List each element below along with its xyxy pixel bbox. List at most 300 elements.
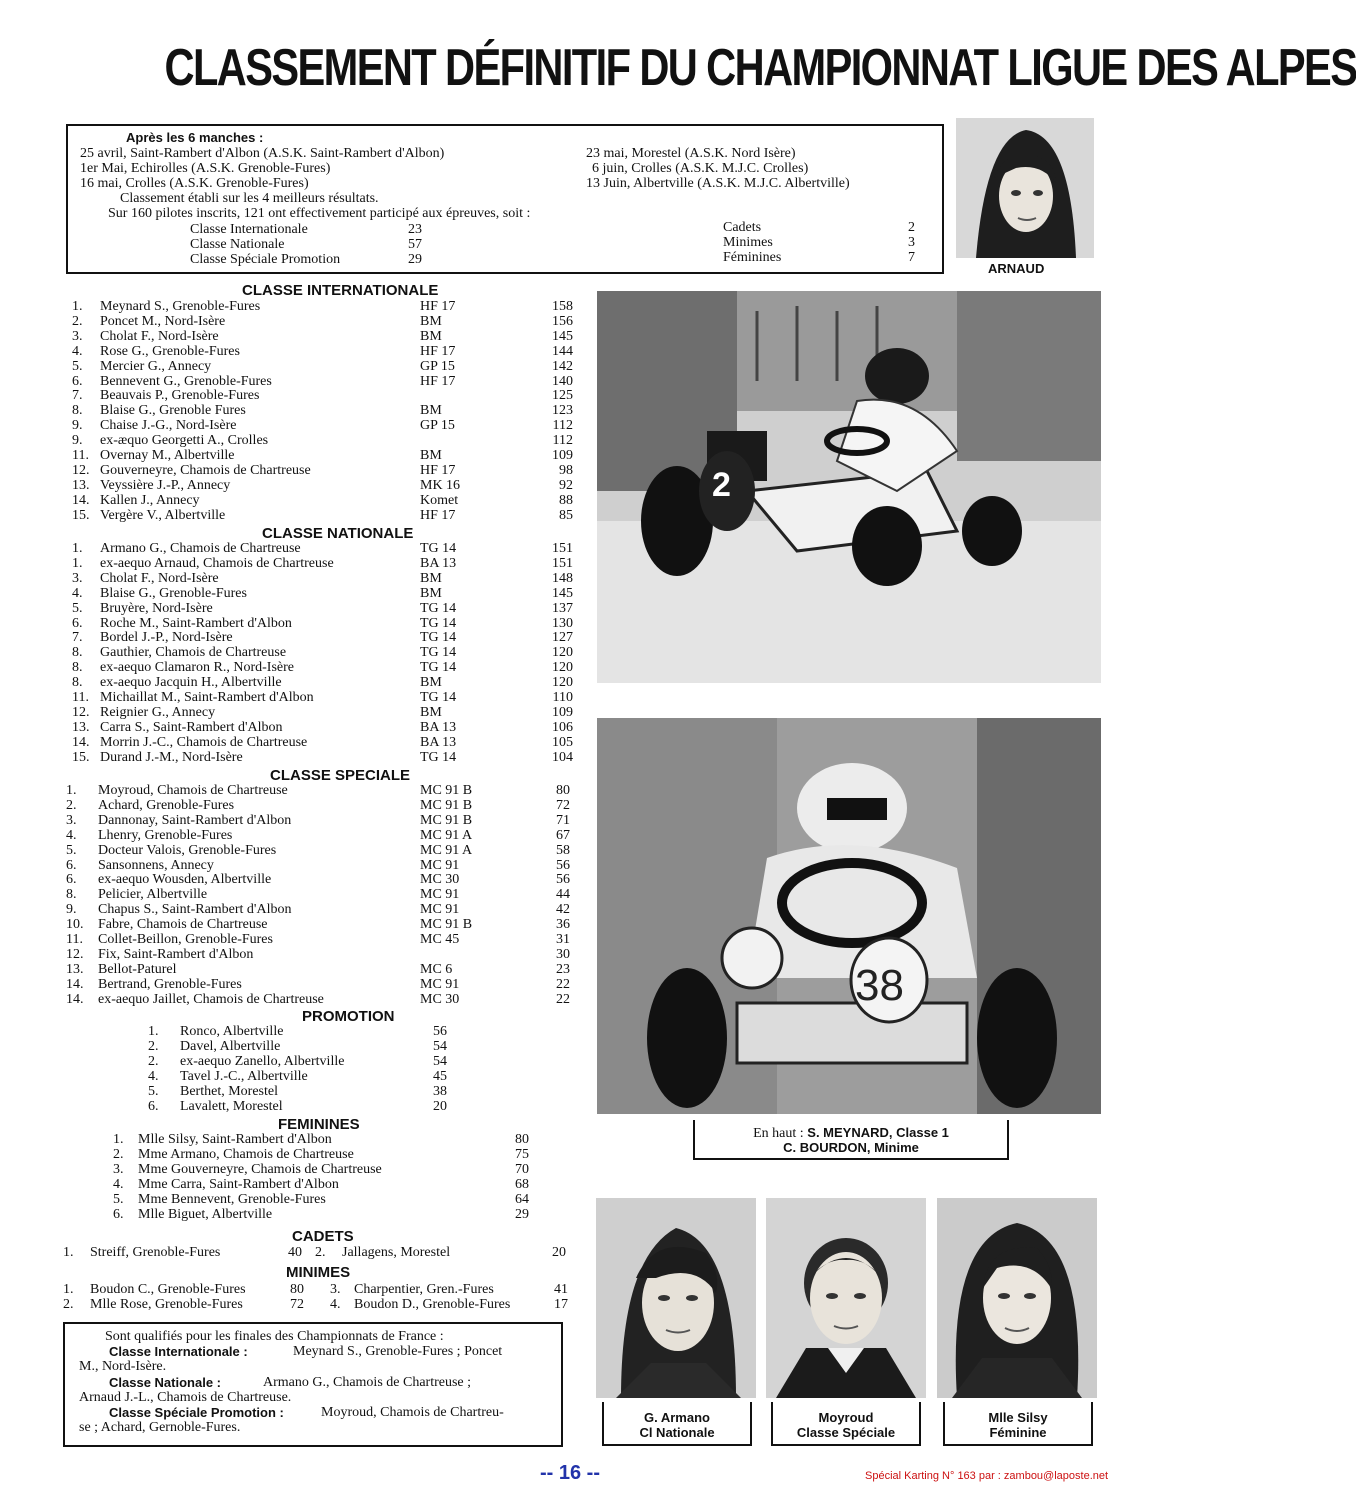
- rank: 6.: [72, 373, 83, 389]
- points: 140: [552, 373, 573, 389]
- points: 92: [559, 477, 573, 493]
- rank: 7.: [72, 388, 83, 404]
- points: 106: [552, 719, 573, 735]
- driver: ex-aequo Arnaud, Chamois de Chartreuse: [100, 555, 334, 571]
- result-row: [0, 1099, 600, 1114]
- kart: BM: [420, 328, 442, 344]
- points: 142: [552, 358, 573, 374]
- count-value: 2: [908, 220, 915, 235]
- rank: 1.: [66, 783, 77, 798]
- result-row: [0, 586, 600, 601]
- points: 130: [552, 615, 573, 631]
- count-value: 7: [908, 250, 915, 265]
- qual-line-7: se ; Achard, Gernoble-Fures.: [79, 1420, 241, 1435]
- result-row: [0, 1054, 600, 1069]
- rank: 4.: [330, 1297, 341, 1312]
- driver: Kallen J., Annecy: [100, 492, 200, 508]
- driver: Chaise J.-G., Nord-Isère: [100, 418, 237, 434]
- result-row: [0, 858, 600, 873]
- rank: 14.: [72, 734, 90, 750]
- rank: 14.: [66, 976, 84, 992]
- rank: 1.: [113, 1132, 124, 1147]
- points: 20: [433, 1098, 447, 1114]
- portrait-arnaud-photo: [956, 118, 1094, 258]
- driver: Mlle Rose, Grenoble-Fures: [90, 1297, 243, 1312]
- result-row: [0, 887, 600, 902]
- points: 17: [554, 1297, 568, 1312]
- rank: 1.: [63, 1245, 74, 1260]
- rank: 12.: [72, 462, 90, 478]
- kart: Komet: [420, 492, 459, 508]
- result-row: [0, 843, 600, 858]
- points: 105: [552, 734, 573, 750]
- driver: Vergère V., Albertville: [100, 507, 226, 523]
- driver: ex-æquo Georgetti A., Crolles: [100, 433, 269, 449]
- points: 40: [288, 1245, 302, 1260]
- round-right-1: 23 mai, Morestel (A.S.K. Nord Isère): [586, 146, 796, 161]
- result-row: [0, 813, 600, 828]
- points: 58: [556, 842, 570, 858]
- round-left-1: 25 avril, Saint-Rambert d'Albon (A.S.K. Saint-Rambert d'Albon): [80, 146, 445, 161]
- kart: TG 14: [420, 615, 457, 631]
- rank: 3.: [72, 328, 83, 344]
- rank: 14.: [72, 492, 90, 508]
- kart: MC 91 B: [420, 917, 473, 933]
- portrait-moyroud-photo: [766, 1198, 926, 1398]
- driver: Lavalett, Morestel: [180, 1098, 283, 1114]
- kart: BA 13: [420, 719, 457, 735]
- driver: Rose G., Grenoble-Fures: [100, 343, 240, 359]
- result-row: [0, 601, 600, 616]
- points: 120: [552, 645, 573, 661]
- points: 22: [556, 976, 570, 992]
- result-row: [0, 478, 600, 493]
- points: 72: [556, 797, 570, 813]
- section-heading: CLASSE INTERNATIONALE: [242, 282, 439, 299]
- kart: BM: [420, 403, 442, 419]
- kart: MC 91: [420, 976, 460, 992]
- points: 20: [552, 1245, 566, 1260]
- section-heading: CLASSE NATIONALE: [262, 525, 414, 542]
- driver: Michaillat M., Saint-Rambert d'Albon: [100, 690, 314, 705]
- result-row: [0, 917, 600, 932]
- driver: Mercier G., Annecy: [100, 358, 212, 374]
- points: 112: [552, 433, 573, 449]
- portrait-name: Moyroud: [818, 1410, 874, 1425]
- count-label: Cadets: [723, 220, 762, 235]
- portrait-class: Cl Nationale: [639, 1425, 715, 1440]
- footer-note: Spécial Karting N° 163 par : zambou@laposte.net: [865, 1470, 1109, 1482]
- result-row: [0, 1162, 600, 1177]
- driver: Blaise G., Grenoble-Fures: [100, 585, 247, 601]
- caption-line2: C. BOURDON, Minime: [783, 1140, 919, 1155]
- points: 31: [556, 932, 570, 947]
- points: 80: [290, 1282, 304, 1297]
- result-row: [0, 1147, 600, 1162]
- rank: 9.: [72, 418, 83, 434]
- result-row: [0, 705, 600, 720]
- portrait-silsy-photo: [937, 1198, 1097, 1398]
- result-row: [0, 1245, 600, 1260]
- kart: TG 14: [420, 660, 457, 676]
- result-row: [0, 1207, 600, 1222]
- points: 29: [515, 1206, 529, 1222]
- portrait-name: Mlle Silsy: [988, 1410, 1048, 1425]
- result-row: [0, 299, 600, 314]
- rank: 2.: [66, 797, 77, 813]
- result-row: [0, 932, 600, 947]
- result-row: [0, 1297, 600, 1312]
- driver: Ronco, Albertville: [180, 1024, 284, 1039]
- round-left-2: 1er Mai, Echirolles (A.S.K. Grenoble-Fures): [80, 161, 331, 176]
- kart: BM: [420, 313, 442, 329]
- result-row: [0, 314, 600, 329]
- intro-note-1: Classement établi sur les 4 meilleurs résultats.: [120, 191, 379, 206]
- driver: Cholat F., Nord-Isère: [100, 570, 219, 586]
- kart: MC 45: [420, 932, 460, 947]
- points: 42: [556, 902, 570, 918]
- driver: Poncet M., Nord-Isère: [100, 313, 226, 329]
- driver: Lhenry, Grenoble-Fures: [98, 827, 233, 843]
- rank: 6.: [66, 857, 77, 873]
- points: 38: [433, 1083, 447, 1099]
- rank: 8.: [66, 887, 77, 903]
- photo-meynard-kart: [597, 291, 1101, 683]
- driver: Roche M., Saint-Rambert d'Albon: [100, 615, 292, 631]
- section-heading: FEMININES: [278, 1116, 360, 1133]
- result-row: [0, 750, 600, 765]
- rank: 1.: [72, 555, 83, 571]
- portrait-caption-silsy: [943, 1402, 1093, 1446]
- kart: MC 91: [420, 887, 460, 903]
- rank: 5.: [113, 1191, 124, 1207]
- kart: BM: [420, 675, 442, 691]
- points: 54: [433, 1053, 447, 1069]
- rank: 1.: [63, 1282, 74, 1297]
- count-value: 57: [408, 237, 422, 252]
- points: 125: [552, 388, 573, 404]
- driver: ex-aequo Wousden, Albertville: [98, 872, 272, 888]
- driver: Gouverneyre, Chamois de Chartreuse: [100, 462, 311, 478]
- rank: 14.: [66, 991, 84, 1007]
- result-row: [0, 872, 600, 887]
- points: 98: [559, 462, 573, 478]
- rank: 5.: [72, 358, 83, 374]
- rank: 15.: [72, 507, 90, 523]
- driver: ex-aequo Clamaron R., Nord-Isère: [100, 660, 294, 676]
- points: 70: [515, 1161, 529, 1177]
- rank: 11.: [72, 448, 89, 463]
- result-row: [0, 660, 600, 675]
- driver: ex-aequo Jacquin H., Albertville: [100, 675, 282, 691]
- kart: TG 14: [420, 541, 457, 556]
- rank: 6.: [66, 872, 77, 888]
- points: 45: [433, 1068, 447, 1084]
- portrait-arnaud-caption: ARNAUD: [988, 261, 1045, 276]
- intro-box: [66, 124, 944, 274]
- result-row: [0, 388, 600, 403]
- driver: Armano G., Chamois de Chartreuse: [100, 541, 301, 556]
- driver: Berthet, Morestel: [180, 1083, 278, 1099]
- driver: Tavel J.-C., Albertville: [180, 1068, 308, 1084]
- kart: HF 17: [420, 343, 456, 359]
- result-row: [0, 675, 600, 690]
- kart: MK 16: [420, 477, 461, 493]
- caption-prefix: En haut :: [753, 1126, 804, 1141]
- kart: MC 91: [420, 902, 460, 918]
- count-label: Classe Spéciale Promotion: [190, 252, 341, 267]
- points: 30: [556, 946, 570, 962]
- count-label: Minimes: [723, 235, 773, 250]
- result-row: [0, 1024, 600, 1039]
- result-row: [0, 359, 600, 374]
- rank: 11.: [66, 932, 83, 947]
- rank: 1.: [72, 541, 83, 556]
- portrait-caption-armano: [602, 1402, 752, 1446]
- points: 80: [556, 783, 570, 798]
- result-row: [0, 541, 600, 556]
- kart: BM: [420, 570, 442, 586]
- result-row: [0, 645, 600, 660]
- portrait-caption-moyroud: [771, 1402, 921, 1446]
- result-row: [0, 828, 600, 843]
- rank: 5.: [148, 1083, 159, 1099]
- qual-class-label: Classe Nationale :: [109, 1375, 221, 1390]
- portrait-class: Féminine: [989, 1425, 1047, 1440]
- kart: MC 91 B: [420, 797, 473, 813]
- result-row: [0, 1192, 600, 1207]
- rank: 2.: [113, 1146, 124, 1162]
- rank: 8.: [72, 675, 83, 691]
- driver: Moyroud, Chamois de Chartreuse: [98, 783, 288, 798]
- rank: 12.: [72, 704, 90, 720]
- driver: Fabre, Chamois de Chartreuse: [98, 917, 268, 933]
- result-row: [0, 463, 600, 478]
- photo-bourdon-kart: [597, 718, 1101, 1114]
- driver: Bellot-Paturel: [98, 961, 177, 977]
- result-row: [0, 783, 600, 798]
- kart: MC 91 B: [420, 812, 473, 828]
- count-value: 3: [908, 235, 915, 250]
- result-row: [0, 1039, 600, 1054]
- count-label: Féminines: [723, 250, 782, 265]
- driver: Boudon D., Grenoble-Fures: [354, 1297, 511, 1312]
- rank: 2.: [315, 1245, 326, 1260]
- driver: Mme Bennevent, Grenoble-Fures: [138, 1191, 326, 1207]
- result-row: [0, 493, 600, 508]
- kart: TG 14: [420, 630, 457, 646]
- points: 137: [552, 600, 573, 616]
- points: 109: [552, 704, 573, 720]
- rank: 3.: [113, 1161, 124, 1177]
- rank: 3.: [72, 570, 83, 586]
- kart: MC 30: [420, 872, 460, 888]
- points: 120: [552, 660, 573, 676]
- points: 36: [556, 917, 570, 933]
- kart: BM: [420, 448, 442, 463]
- rank: 7.: [72, 630, 83, 646]
- kart: MC 91 A: [420, 827, 473, 843]
- points: 123: [552, 403, 573, 419]
- driver: Blaise G., Grenoble Fures: [100, 403, 246, 419]
- driver: Davel, Albertville: [180, 1038, 281, 1054]
- driver: Bordel J.-P., Nord-Isère: [100, 630, 233, 646]
- rank: 2.: [72, 313, 83, 329]
- kart-number-bottom: 38: [855, 961, 904, 1010]
- points: 151: [552, 541, 573, 556]
- points: 110: [552, 690, 573, 705]
- kart: BM: [420, 704, 442, 720]
- section-heading: CLASSE SPECIALE: [270, 767, 411, 784]
- rank: 6.: [72, 615, 83, 631]
- kart: HF 17: [420, 299, 456, 314]
- points: 75: [515, 1146, 529, 1162]
- rank: 12.: [66, 946, 84, 962]
- result-row: [0, 720, 600, 735]
- points: 120: [552, 675, 573, 691]
- result-row: [0, 947, 600, 962]
- result-row: [0, 616, 600, 631]
- rank: 3.: [330, 1282, 341, 1297]
- rank: 4.: [72, 343, 83, 359]
- result-row: [0, 571, 600, 586]
- rank: 2.: [63, 1297, 74, 1312]
- qual-line-6: Moyroud, Chamois de Chartreu-: [321, 1405, 504, 1420]
- driver: Bruyère, Nord-Isère: [100, 600, 213, 616]
- points: 127: [552, 630, 573, 646]
- kart: MC 91: [420, 857, 460, 873]
- kart-number-top: 2: [712, 466, 731, 504]
- result-row: [0, 1177, 600, 1192]
- section-heading: PROMOTION: [302, 1008, 395, 1025]
- driver: Mlle Silsy, Saint-Rambert d'Albon: [138, 1132, 332, 1147]
- result-row: [0, 962, 600, 977]
- driver: Charpentier, Gren.-Fures: [354, 1282, 494, 1297]
- result-row: [0, 403, 600, 418]
- kart: TG 14: [420, 690, 457, 705]
- result-row: [0, 448, 600, 463]
- result-row: [0, 556, 600, 571]
- count-label: Classe Internationale: [190, 222, 308, 237]
- qual-line-2: Meynard S., Grenoble-Fures ; Poncet: [293, 1344, 503, 1359]
- rank: 11.: [72, 690, 89, 705]
- driver: Chapus S., Saint-Rambert d'Albon: [98, 902, 292, 918]
- points: 156: [552, 313, 573, 329]
- rank: 4.: [66, 827, 77, 843]
- portrait-armano-photo: [596, 1198, 756, 1398]
- intro-heading: Après les 6 manches :: [126, 130, 264, 145]
- driver: Sansonnens, Annecy: [98, 857, 214, 873]
- count-value: 23: [408, 222, 422, 237]
- result-row: [0, 1069, 600, 1084]
- result-row: [0, 329, 600, 344]
- rank: 3.: [66, 812, 77, 828]
- rank: 4.: [113, 1176, 124, 1192]
- rank: 6.: [148, 1098, 159, 1114]
- driver: Gauthier, Chamois de Chartreuse: [100, 645, 287, 661]
- qual-line-4: Armano G., Chamois de Chartreuse ;: [263, 1375, 472, 1390]
- kart: MC 6: [420, 961, 453, 977]
- driver: Mme Armano, Chamois de Chartreuse: [138, 1146, 354, 1162]
- qual-line-1: Sont qualifiés pour les finales des Championnats de France :: [105, 1329, 444, 1344]
- points: 68: [515, 1176, 529, 1192]
- qual-line-3: M., Nord-Isère.: [79, 1359, 167, 1374]
- result-row: [0, 902, 600, 917]
- kart: MC 91 B: [420, 783, 473, 798]
- rank: 8.: [72, 660, 83, 676]
- points: 71: [556, 812, 570, 828]
- count-label: Classe Nationale: [190, 237, 285, 252]
- rank: 8.: [72, 645, 83, 661]
- result-row: [0, 508, 600, 523]
- driver: Beauvais P., Grenoble-Fures: [100, 388, 260, 404]
- points: 22: [556, 991, 570, 1007]
- result-row: [0, 344, 600, 359]
- portrait-class: Classe Spéciale: [796, 1425, 896, 1440]
- rank: 13.: [72, 477, 90, 493]
- points: 158: [552, 299, 573, 314]
- driver: Docteur Valois, Grenoble-Fures: [98, 842, 277, 858]
- kart: HF 17: [420, 462, 456, 478]
- result-row: [0, 374, 600, 389]
- photo-caption-box: [693, 1120, 1009, 1160]
- points: 80: [515, 1132, 529, 1147]
- result-row: [0, 433, 600, 448]
- points: 85: [559, 507, 573, 523]
- caption-line1: S. MEYNARD, Classe 1: [807, 1125, 949, 1140]
- driver: Bennevent G., Grenoble-Fures: [100, 373, 272, 389]
- points: 56: [556, 857, 570, 873]
- rank: 9.: [72, 433, 83, 449]
- points: 145: [552, 328, 573, 344]
- qual-line-5: Arnaud J.-L., Chamois de Chartreuse.: [79, 1390, 292, 1405]
- result-row: [0, 977, 600, 992]
- driver: Overnay M., Albertville: [100, 448, 235, 463]
- driver: Dannonay, Saint-Rambert d'Albon: [98, 812, 292, 828]
- kart: TG 14: [420, 749, 457, 765]
- rank: 10.: [66, 917, 84, 933]
- rank: 9.: [66, 902, 77, 918]
- points: 88: [559, 492, 573, 508]
- kart: GP 15: [420, 358, 455, 374]
- qualifies-box: [63, 1322, 563, 1447]
- driver: Streiff, Grenoble-Fures: [90, 1245, 221, 1260]
- kart: MC 91 A: [420, 842, 473, 858]
- rank: 4.: [148, 1068, 159, 1084]
- result-row: [0, 418, 600, 433]
- points: 67: [556, 827, 570, 843]
- kart: GP 15: [420, 418, 455, 434]
- result-row: [0, 630, 600, 645]
- result-row: [0, 735, 600, 750]
- kart: TG 14: [420, 645, 457, 661]
- rank: 15.: [72, 749, 90, 765]
- section-heading: MINIMES: [286, 1264, 351, 1281]
- points: 151: [552, 555, 573, 571]
- driver: ex-aequo Zanello, Albertville: [180, 1053, 345, 1069]
- page-title: CLASSEMENT DÉFINITIF DU CHAMPIONNAT LIGUE DES ALPES: [164, 39, 1356, 97]
- kart: HF 17: [420, 507, 456, 523]
- driver: Mme Gouverneyre, Chamois de Chartreuse: [138, 1161, 382, 1177]
- result-row: [0, 798, 600, 813]
- result-row: [0, 992, 600, 1007]
- driver: Pelicier, Albertville: [98, 887, 208, 903]
- result-row: [0, 1084, 600, 1099]
- driver: Collet-Beillon, Grenoble-Fures: [98, 932, 273, 947]
- points: 64: [515, 1191, 529, 1207]
- rank: 6.: [113, 1206, 124, 1222]
- points: 72: [290, 1297, 304, 1312]
